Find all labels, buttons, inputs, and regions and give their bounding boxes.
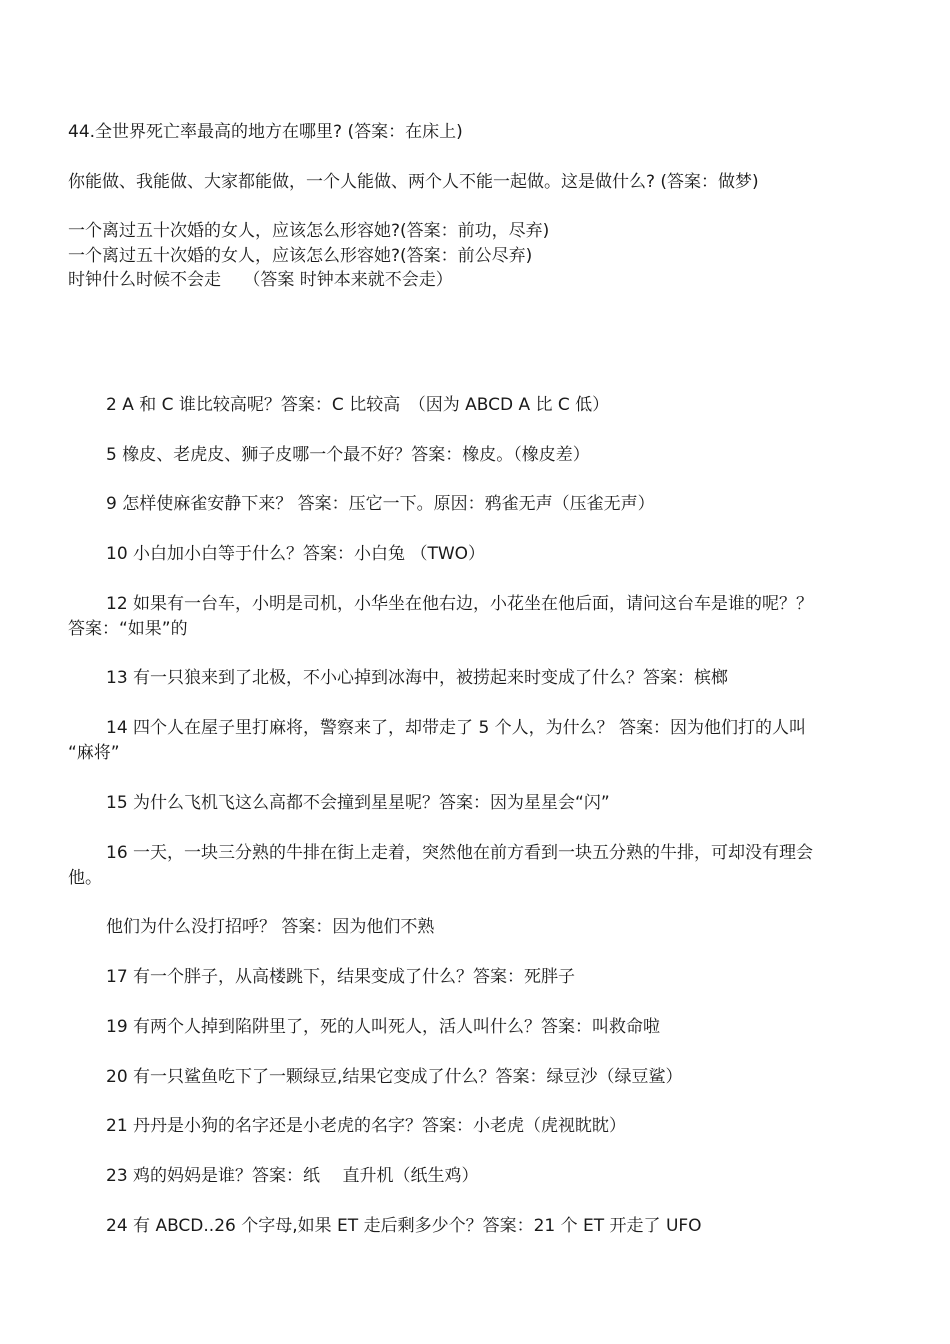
riddle-20: 20 有一只鲨鱼吃下了一颗绿豆,结果它变成了什么？答案：绿豆沙（绿豆鲨） (106, 1067, 683, 1087)
riddle-2: 2 A 和 C 谁比较高呢？答案：C 比较高 （因为 ABCD A 比 C 低） (106, 395, 610, 415)
riddle-16: 16 一天，一块三分熟的牛排在街上走着，突然他在前方看到一块五分熟的牛排，可却没有理会 (106, 843, 814, 863)
riddle-15: 15 为什么飞机飞这么高都不会撞到星星呢？答案：因为星星会“闪” (106, 793, 610, 813)
riddle-21: 21 丹丹是小狗的名字还是小老虎的名字？答案：小老虎（虎视眈眈） (106, 1116, 627, 1136)
riddle-17: 17 有一个胖子，从高楼跳下，结果变成了什么？答案：死胖子 (106, 967, 576, 987)
riddle-24: 24 有 ABCD..26 个字母,如果 ET 走后剩多少个？答案：21 个 ET 开走了 UFO (106, 1216, 702, 1236)
riddle-44: 44.全世界死亡率最高的地方在哪里? (答案：在床上) (68, 122, 463, 142)
riddle-14: 14 四个人在屋子里打麻将，警察来了，却带走了 5 个人，为什么？ 答案：因为他们打的人叫 (106, 718, 807, 738)
riddle-5: 5 橡皮、老虎皮、狮子皮哪一个最不好？答案：橡皮。（橡皮差） (106, 445, 590, 465)
riddle-19: 19 有两个人掉到陷阱里了，死的人叫死人，活人叫什么？答案：叫救命啦 (106, 1017, 661, 1037)
riddle-divorce-2: 一个离过五十次婚的女人，应该怎么形容她?(答案：前公尽弃) (68, 246, 533, 266)
riddle-dream: 你能做、我能做、大家都能做，一个人能做、两个人不能一起做。这是做什么? (答案：做梦) (68, 172, 759, 192)
riddle-16-answer: 他们为什么没打招呼？ 答案：因为他们不熟 (106, 917, 435, 937)
riddle-12: 12 如果有一台车，小明是司机，小华坐在他右边，小花坐在他后面，请问这台车是谁的呢？？ (106, 594, 814, 614)
riddle-12-cont: 答案：“如果”的 (68, 619, 188, 639)
riddle-13: 13 有一只狼来到了北极，不小心掉到冰海中，被捞起来时变成了什么？答案：槟榔 (106, 668, 729, 688)
riddle-clock: 时钟什么时候不会走 （答案 时钟本来就不会走） (68, 270, 453, 290)
riddle-10: 10 小白加小白等于什么？答案：小白兔 （TWO） (106, 544, 486, 564)
riddle-14-cont: “麻将” (68, 743, 120, 763)
riddle-23: 23 鸡的妈妈是谁？答案：纸 直升机（纸生鸡） (106, 1166, 479, 1186)
riddle-9: 9 怎样使麻雀安静下来？ 答案：压它一下。原因：鸦雀无声（压雀无声） (106, 494, 655, 514)
riddle-16-cont: 他。 (68, 868, 102, 888)
riddle-divorce-1: 一个离过五十次婚的女人，应该怎么形容她?(答案：前功，尽弃) (68, 221, 550, 241)
